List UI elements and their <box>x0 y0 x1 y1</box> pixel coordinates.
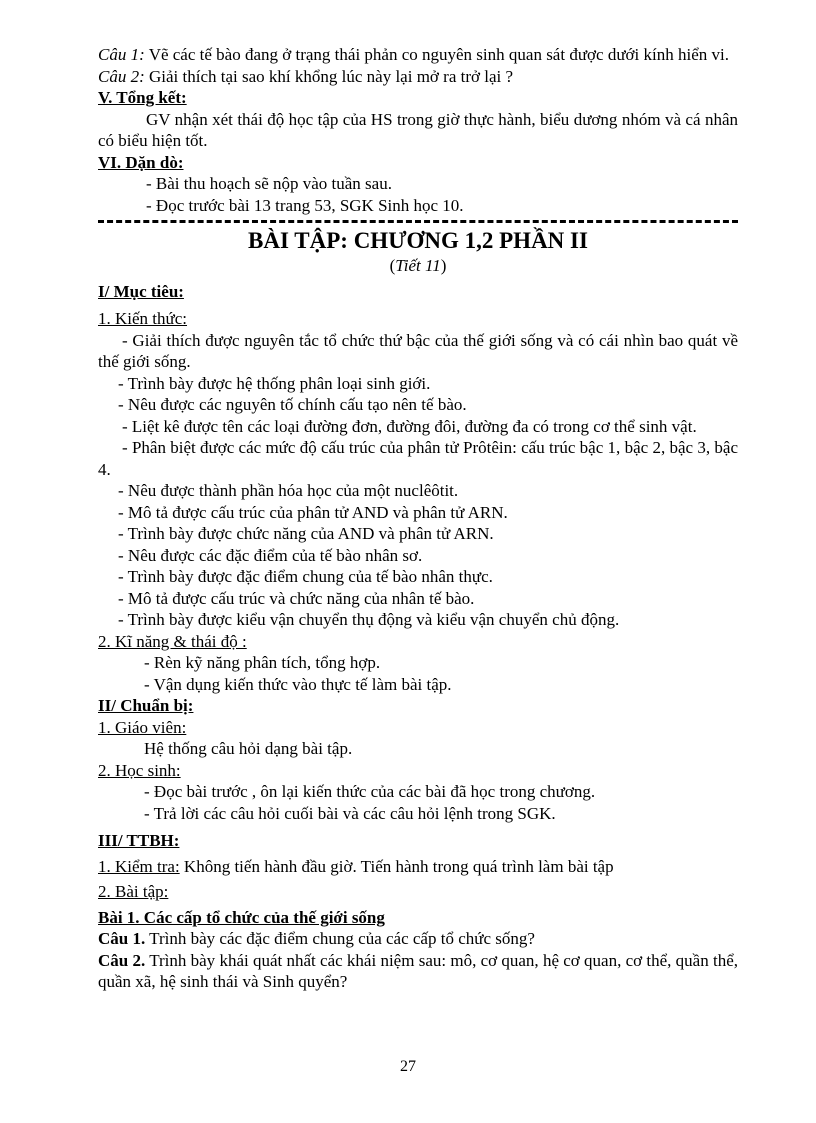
lesson-1-q1-label: Câu 1. <box>98 929 146 948</box>
skills-item: - Vận dụng kiến thức vào thực tế làm bài tập. <box>144 674 452 694</box>
lesson-1-question-1 <box>98 928 738 950</box>
exercise-heading: 2. Bài tập: <box>98 882 169 901</box>
check-heading: 1. Kiểm tra: <box>98 856 180 876</box>
question-1-text: Vẽ các tế bào đang ở trạng thái phản co nguyên sinh quan sát được dưới kính hiển vi. <box>144 45 729 64</box>
dashed-divider <box>98 220 738 223</box>
lesson-1-q2-label: Câu 2. <box>98 950 146 970</box>
teacher-text: Hệ thống câu hỏi dạng bài tập. <box>144 739 353 758</box>
student-heading: 2. Học sinh: <box>98 760 181 780</box>
lesson-1-heading: Bài 1. Các cấp tổ chức của thế giới sống <box>98 907 385 927</box>
lesson-1-q1-text: Trình bày các đặc điểm chung của các cấp tổ chức sống? <box>145 929 535 948</box>
knowledge-item: - Mô tả được cấu trúc của phân tử AND và phân tử ARN. <box>118 502 508 522</box>
knowledge-item: - Trình bày được chức năng của AND và phân tử ARN. <box>118 524 494 543</box>
check-line <box>98 856 738 878</box>
question-2 <box>98 66 738 88</box>
student-item: - Trả lời các câu hỏi cuối bài và các câu hỏi lệnh trong SGK. <box>144 803 556 823</box>
section-6-heading: VI. Dặn dò: <box>98 152 184 172</box>
section-6-item: - Bài thu hoạch sẽ nộp vào tuần sau. <box>146 174 392 193</box>
knowledge-item: - Trình bày được kiểu vận chuyển thụ động và kiểu vận chuyển chủ động. <box>118 610 620 629</box>
knowledge-item: - Mô tả được cấu trúc và chức năng của nhân tế bào. <box>118 588 475 608</box>
knowledge-item: - Nêu được các đặc điểm của tế bào nhân sơ. <box>118 545 423 565</box>
skills-item: - Rèn kỹ năng phân tích, tổng hợp. <box>144 653 381 672</box>
knowledge-item: - Trình bày được hệ thống phân loại sinh giới. <box>118 373 431 393</box>
section-6-item: - Đọc trước bài 13 trang 53, SGK Sinh học 10. <box>146 195 464 215</box>
subtitle <box>98 255 738 277</box>
student-item: - Đọc bài trước , ôn lại kiến thức của các bài đã học trong chương. <box>144 782 596 801</box>
prep-heading: II/ Chuẩn bị: <box>98 696 194 715</box>
question-1-label: Câu 1: <box>98 45 145 64</box>
knowledge-item: - Giải thích được nguyên tắc tổ chức thứ bậc của thế giới sống và có cái nhìn bao quát về thế giới sống. <box>98 330 738 371</box>
page-number: 27 <box>400 1058 416 1075</box>
knowledge-item: - Phân biệt được các mức độ cấu trúc của phân tử Prôtêin: cấu trúc bậc 1, bậc 2, bậc 3, bậc 4. <box>98 438 738 479</box>
knowledge-item: - Nêu được thành phần hóa học của một nuclêôtit. <box>118 481 459 500</box>
knowledge-heading: 1. Kiến thức: <box>98 309 188 328</box>
question-2-label: Câu 2: <box>98 66 145 86</box>
section-5-text: GV nhận xét thái độ học tập của HS trong giờ thực hành, biểu dương nhóm và cá nhân có biểu hiện tốt. <box>98 109 738 150</box>
skills-heading: 2. Kĩ năng & thái độ : <box>98 631 247 651</box>
subtitle-open: ( <box>389 256 396 275</box>
knowledge-item: - Nêu được các nguyên tố chính cấu tạo nên tế bào. <box>118 395 467 414</box>
knowledge-item: - Liệt kê được tên các loại đường đơn, đường đôi, đường đa có trong cơ thể sinh vật. <box>122 416 697 436</box>
knowledge-item: - Trình bày được đặc điểm chung của tế bào nhân thực. <box>118 567 493 586</box>
question-1 <box>98 44 738 66</box>
ttbh-heading: III/ TTBH: <box>98 831 180 850</box>
page-title: BÀI TẬP: CHƯƠNG 1,2 PHẦN II <box>248 228 588 253</box>
question-2-text: Giải thích tại sao khí khổng lúc này lại mở ra trở lại ? <box>144 66 514 86</box>
check-text: Không tiến hành đầu giờ. Tiến hành trong quá trình làm bài tập <box>179 856 614 876</box>
teacher-heading: 1. Giáo viên: <box>98 717 187 737</box>
document-page <box>98 44 738 993</box>
subtitle-lesson: Tiết 11 <box>395 256 441 275</box>
lesson-1-question-2 <box>98 950 738 993</box>
lesson-1-q2-text: Trình bày khái quát nhất các khái niệm sau: mô, cơ quan, hệ cơ quan, cơ thể, quần thể, quần xã, hệ sinh thái và Sinh quyển? <box>98 950 739 991</box>
objectives-heading: I/ Mục tiêu: <box>98 281 184 301</box>
subtitle-close: ) <box>440 256 447 275</box>
section-5-heading: V. Tổng kết: <box>98 88 187 107</box>
